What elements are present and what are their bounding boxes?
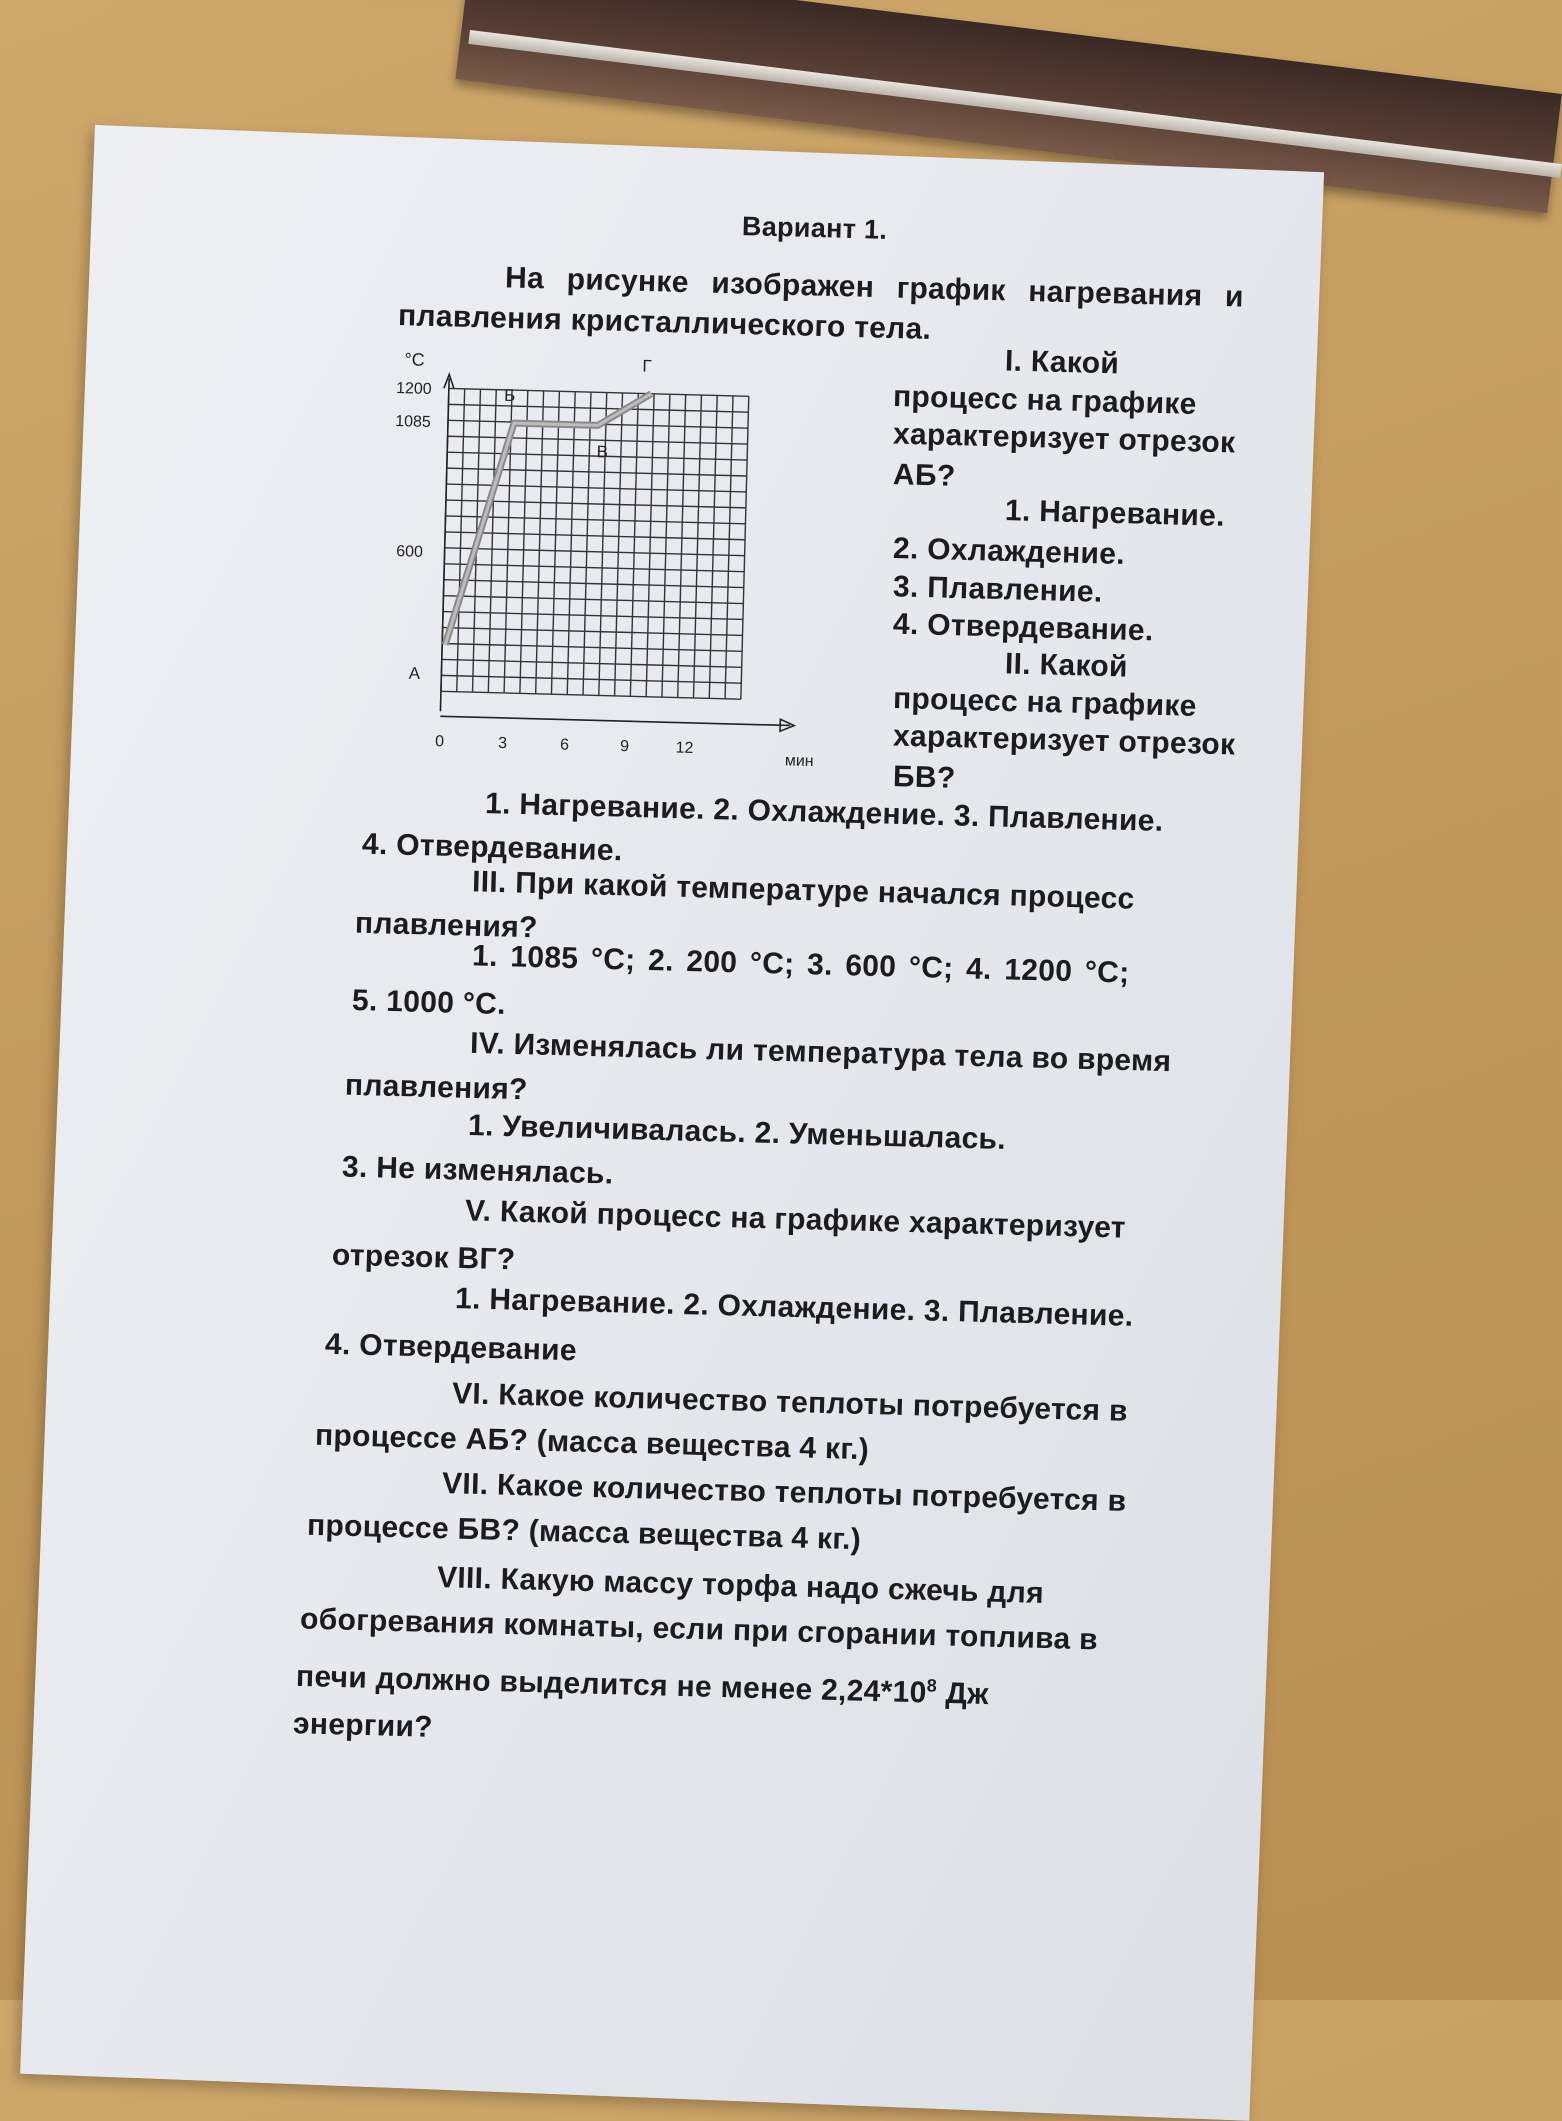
chart-labels [386, 349, 824, 770]
q2-options-line-1: 1. Нагревание. 2. Охлаждение. 3. Плавление. [484, 787, 1164, 838]
grid-line-horizontal-15 [443, 628, 743, 636]
q5-options-line-1: 1. Нагревание. 2. Охлаждение. 3. Плавление. [454, 1282, 1134, 1333]
grid-line-vertical-3 [488, 390, 496, 693]
grid-line-horizontal-10 [445, 548, 745, 556]
grid-line-horizontal-12 [444, 580, 744, 588]
grid-line-vertical-6 [536, 391, 544, 694]
grid-line-vertical-16 [693, 395, 701, 698]
grid-line-horizontal-8 [446, 516, 746, 524]
q4-line-2: плавления? [344, 1068, 529, 1107]
grid-line-vertical-5 [520, 390, 528, 693]
q2-line-1: II. Какой [1004, 647, 1129, 684]
q2-line-3: характеризует отрезок [892, 719, 1236, 762]
q1-line-1: I. Какой [1004, 344, 1120, 381]
x-tick-label-12: 12 [675, 739, 694, 757]
q7-line-1: VII. Какое количество теплоты потребуется в [441, 1467, 1127, 1518]
x-tick-label-9: 9 [619, 738, 630, 756]
q3-option-4: 4. 1200 °С; [965, 952, 1130, 990]
q8-line-4: энергии? [292, 1707, 434, 1744]
grid-line-vertical-12 [630, 393, 638, 696]
y-tick-label-600: 600 [396, 543, 424, 561]
grid-line-vertical-7 [551, 391, 559, 694]
grid-line-horizontal-17 [442, 659, 742, 667]
q3-line-2: плавления? [354, 906, 539, 945]
grid-line-vertical-18 [725, 396, 733, 699]
q8-exponent: 8 [926, 1675, 938, 1696]
x-tick-label-3: 3 [497, 734, 508, 753]
grid-line-horizontal-18 [441, 675, 741, 683]
grid-line-horizontal-16 [442, 643, 742, 651]
grid-line-horizontal-1 [448, 404, 748, 412]
grid-line-horizontal-19 [441, 691, 741, 699]
q8-line-1: VIII. Какую массу торфа надо сжечь для [436, 1561, 1045, 1610]
grid-line-vertical-11 [615, 393, 623, 696]
q1-option-4: 4. Отвердевание. [892, 607, 1154, 648]
q1-line-2: процесс на графике [892, 380, 1198, 421]
q8-line-3-unit: Дж [936, 1676, 990, 1712]
q4-options-line-1: 1. Увеличивалась. 2. Уменьшалась. [467, 1108, 1007, 1157]
y-tick-label-1085: 1085 [394, 413, 432, 431]
point-label-1: Б [503, 385, 516, 406]
grid-line-horizontal-11 [444, 564, 744, 572]
q2-line-4: БВ? [892, 760, 956, 795]
q1-option-1: 1. Нагревание. [1004, 494, 1226, 533]
q3-option-1: 1. 1085 °С; [471, 939, 636, 977]
point-label-2: В [596, 442, 609, 462]
x-axis [440, 716, 790, 725]
q1-option-2: 2. Охлаждение. [892, 531, 1126, 572]
y-tick-label-1200: 1200 [395, 380, 432, 398]
q3-option-5: 5. 1000 °С. [351, 983, 507, 1022]
q5-options-line-2: 4. Отвердевание [324, 1327, 578, 1368]
grid-line-vertical-14 [662, 394, 670, 697]
q8-line-3 [296, 1651, 990, 1713]
q5-line-1: V. Какой процесс на графике характеризует [464, 1194, 1127, 1245]
x-tick-label-6: 6 [559, 736, 570, 754]
grid-line-vertical-1 [457, 389, 465, 692]
q3-option-3: 3. 600 °С; [806, 948, 954, 985]
grid-line-vertical-8 [567, 392, 575, 695]
grid-line-vertical-13 [646, 394, 654, 697]
point-label-0: А [408, 663, 421, 684]
page-title: Вариант 1. [741, 211, 888, 245]
grid-line-horizontal-5 [447, 468, 747, 476]
q8-line-2: обогревания комнаты, если при сгорании топлива в [299, 1602, 1099, 1657]
grid-line-vertical-10 [599, 393, 607, 696]
grid-line-vertical-15 [678, 395, 686, 698]
grid-line-vertical-17 [709, 395, 717, 698]
q1-line-3: характеризует отрезок [892, 417, 1236, 460]
grid-line-horizontal-13 [443, 596, 743, 604]
x-tick-label-0: 0 [434, 733, 445, 751]
q5-line-2: отрезок ВГ? [331, 1238, 516, 1277]
q4-options-line-2: 3. Не изменялась. [341, 1150, 614, 1191]
q4-line-1: IV. Изменялась ли температура тела во время [469, 1026, 1172, 1079]
y-axis-label: °С [404, 349, 425, 370]
point-label-3: Г [642, 356, 652, 376]
q2-line-2: процесс на графике [892, 682, 1198, 723]
q2-options-line-2: 4. Отвердевание. [361, 827, 623, 868]
q3-line-1: III. При какой температуре начался процесс [471, 865, 1135, 916]
q7-line-2: процессе БВ? (масса вещества 4 кг.) [306, 1508, 862, 1557]
q3-option-2: 2. 200 °С; [647, 944, 795, 981]
q8-line-3-text: печи должно выделится не менее 2,24*10 [295, 1659, 928, 1710]
intro-line-2: плавления кристаллического тела. [397, 299, 932, 346]
grid-line-horizontal-14 [443, 612, 743, 620]
heating-melting-chart [385, 345, 855, 771]
grid-line-vertical-9 [583, 392, 591, 695]
x-axis-label: мин [784, 752, 814, 771]
intro-line-1: На рисунке изображен график нагревания и [504, 261, 1245, 314]
y-axis [440, 378, 449, 711]
q6-line-1: VI. Какое количество теплоты потребуется в [451, 1377, 1129, 1428]
chart-grid [441, 385, 749, 699]
q1-option-3: 3. Плавление. [892, 570, 1103, 609]
grid-line-vertical-19 [741, 396, 749, 699]
grid-line-horizontal-9 [445, 532, 745, 540]
q3-options-line-1 [472, 938, 1130, 991]
grid-line-horizontal-0 [449, 388, 749, 396]
q1-line-4: АБ? [892, 458, 956, 493]
q6-line-2: процессе АБ? (масса вещества 4 кг.) [314, 1418, 870, 1467]
